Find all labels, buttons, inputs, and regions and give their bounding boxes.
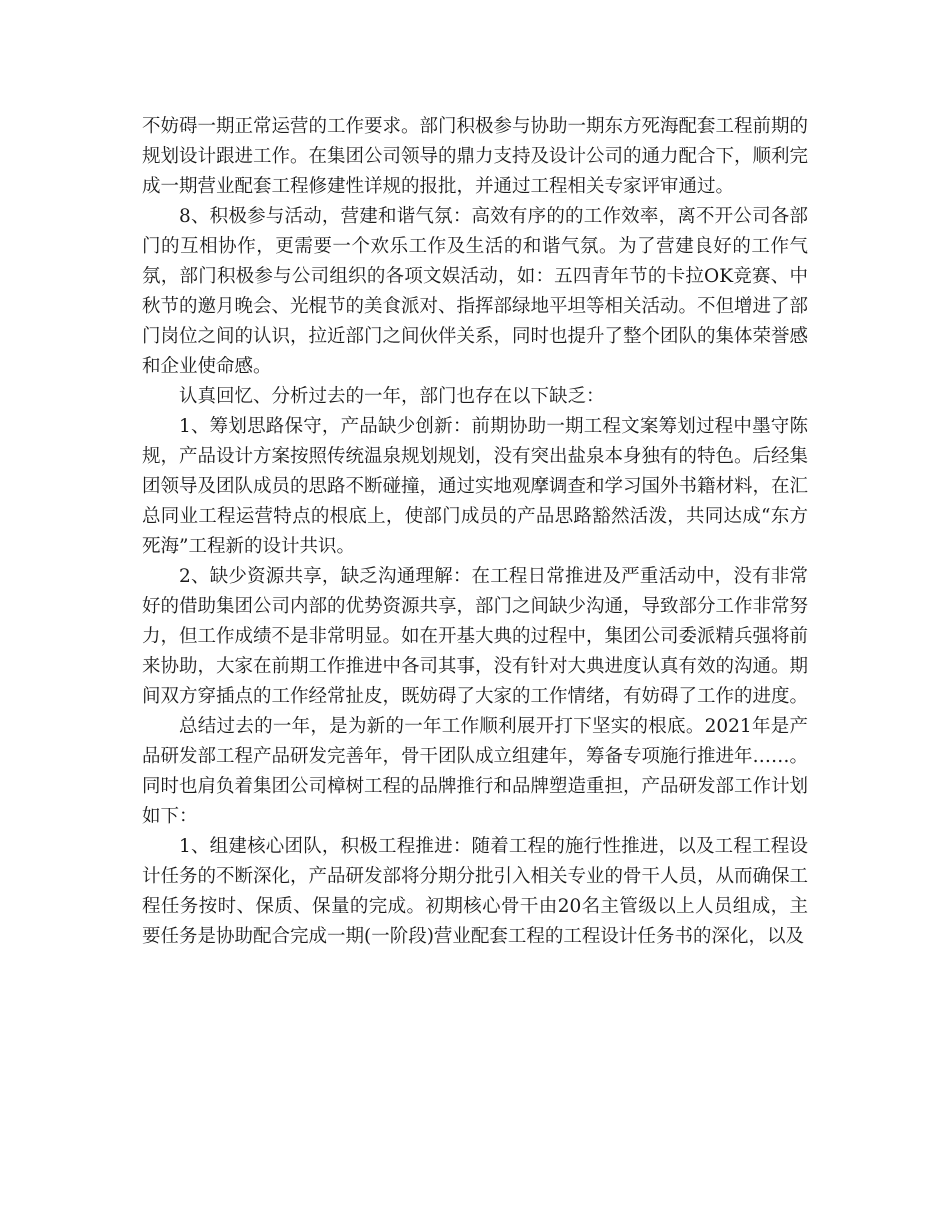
paragraph-plan-1: 1、组建核心团队，积极工程推进：随着工程的施行性推进，以及工程工程设计任务的不断深化，产品研发部将分期分批引入相关专业的骨干人员，从而确保工程任务按时、保质、保量的完成。初期核心骨干由20名主管级以上人员组成，主要任务是协助配合完成一期(一阶段)营业配套工程的工程设计任务书的深化，以及	[142, 836, 809, 947]
paragraph-shortcoming-1: 1、筹划思路保守，产品缺少创新：前期协助一期工程文案筹划过程中墨守陈规，产品设计方案按照传统温泉规划规划，没有突出盐泉本身独有的特色。后经集团领导及团队成员的思路不断碰撞，通过实地观摩调查和学习国外书籍材料，在汇总同业工程运营特点的根底上，使部门成员的产品思路豁然活泼，共同达成“东方死海”工程新的设计共识。	[142, 416, 809, 557]
paragraph-shortcoming-2: 2、缺少资源共享，缺乏沟通理解：在工程日常推进及严重活动中，没有非常好的借助集团公司内部的优势资源共享，部门之间缺少沟通，导致部分工作非常努力，但工作成绩不是非常明显。如在开基大典的过程中，集团公司委派精兵强将前来协助，大家在前期工作推进中各司其事，没有针对大典进度认真有效的沟通。期间双方穿插点的工作经常扯皮，既妨碍了大家的工作情绪，有妨碍了工作的进度。	[142, 566, 809, 707]
document-body	[142, 112, 808, 952]
paragraph-shortcomings-intro: 认真回忆、分析过去的一年，部门也存在以下缺乏：	[179, 386, 605, 407]
paragraph-continuation: 不妨碍一期正常运营的工作要求。部门积极参与协助一期东方死海配套工程前期的规划设计跟进工作。在集团公司领导的鼎力支持及设计公司的通力配合下，顺利完成一期营业配套工程修建性详规的报批，并通过工程相关专家评审通过。	[142, 116, 809, 197]
paragraph-item-8-activities: 8、积极参与活动，营建和谐气氛：高效有序的的工作效率，离不开公司各部门的互相协作，更需要一个欢乐工作及生活的和谐气氛。为了营建良好的工作气氛，部门积极参与公司组织的各项文娱活动，如：五四青年节的卡拉OK竞赛、中秋节的邀月晚会、光棍节的美食派对、指挥部绿地平坦等相关活动。不但增进了部门岗位之间的认识，拉近部门之间伙伴关系，同时也提升了整个团队的集体荣誉感和企业使命感。	[142, 206, 809, 377]
paragraph-summary-plan: 总结过去的一年，是为新的一年工作顺利展开打下坚实的根底。2021年是产品研发部工程产品研发完善年，骨干团队成立组建年，筹备专项施行推进年……。同时也肩负着集团公司樟树工程的品牌推行和品牌塑造重担，产品研发部工作计划如下：	[142, 716, 809, 827]
